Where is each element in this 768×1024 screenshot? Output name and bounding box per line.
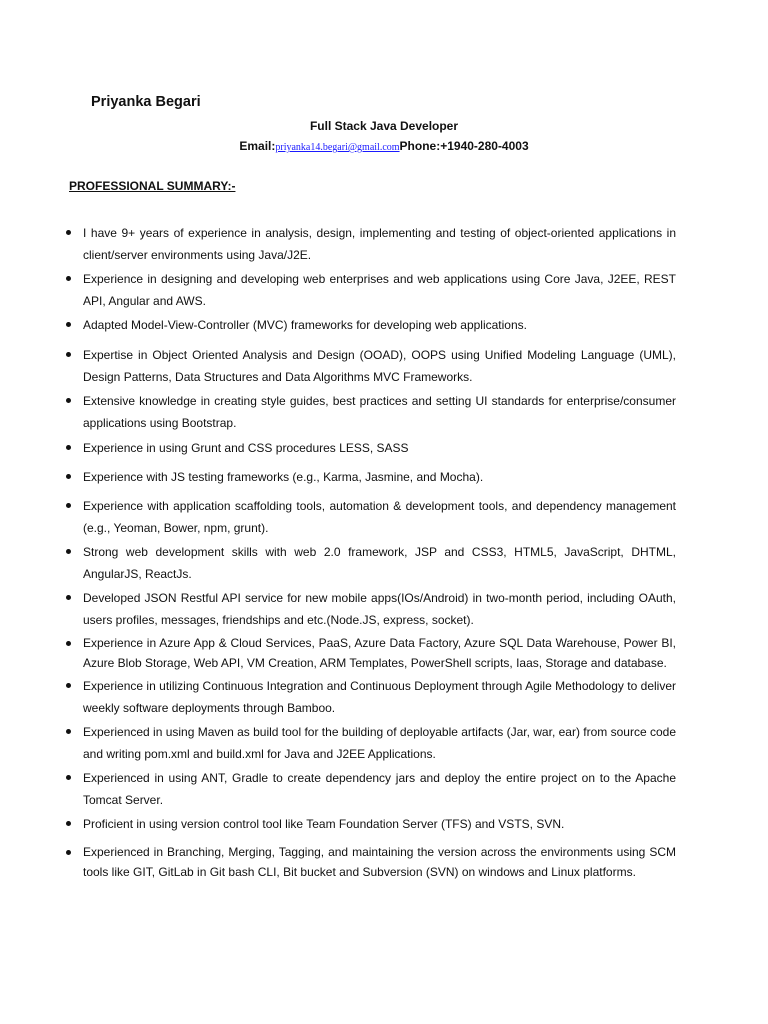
bullet-icon — [66, 641, 71, 646]
summary-item: Experienced in using ANT, Gradle to create dependency jars and deploy the entire project on to the Apache Tomcat Server. — [66, 767, 676, 811]
phone-number: +1940-280-4003 — [440, 139, 529, 153]
summary-item: Experience with JS testing frameworks (e.g., Karma, Jasmine, and Mocha). — [66, 466, 676, 488]
bullet-icon — [66, 474, 71, 479]
bullet-icon — [66, 445, 71, 450]
summary-item: Adapted Model-View-Controller (MVC) frameworks for developing web applications. — [66, 314, 676, 336]
email-link[interactable]: priyanka14.begari@gmail.com — [275, 142, 400, 153]
bullet-icon — [66, 549, 71, 554]
bullet-icon — [66, 352, 71, 357]
bullet-icon — [66, 398, 71, 403]
bullet-icon — [66, 230, 71, 235]
bullet-icon — [66, 595, 71, 600]
summary-list — [66, 222, 676, 882]
summary-item: Experience in using Grunt and CSS procedures LESS, SASS — [66, 437, 676, 459]
job-title: Full Stack Java Developer — [309, 119, 459, 133]
professional-summary-heading: PROFESSIONAL SUMMARY:- — [69, 179, 236, 193]
summary-item: Experience with application scaffolding tools, automation & development tools, and dependency management (e.g., Yeoman, Bower, npm, grunt). — [66, 495, 676, 539]
contact-line — [0, 139, 768, 153]
bullet-icon — [66, 322, 71, 327]
bullet-icon — [66, 729, 71, 734]
summary-item: Extensive knowledge in creating style guides, best practices and setting UI standards for enterprise/consumer applications using Bootstrap. — [66, 390, 676, 434]
bullet-icon — [66, 276, 71, 281]
email-label: Email: — [239, 139, 276, 153]
summary-item: Experience in Azure App & Cloud Services, PaaS, Azure Data Factory, Azure SQL Data Warehouse, Power BI, Azure Blob Storage, Web API, VM Creation, ARM Templates, PowerShell scripts, Iaas, Storage and database. — [66, 633, 676, 673]
summary-item: Experience in designing and developing web enterprises and web applications using Core Java, J2EE, REST API, Angular and AWS. — [66, 268, 676, 312]
bullet-icon — [66, 850, 71, 855]
summary-item: I have 9+ years of experience in analysis, design, implementing and testing of object-oriented applications in client/server environments using Java/J2E. — [66, 222, 676, 266]
phone-label: Phone: — [399, 139, 441, 153]
summary-item: Experience in utilizing Continuous Integration and Continuous Deployment through Agile Methodology to deliver weekly software deployments through Bamboo. — [66, 675, 676, 719]
bullet-icon — [66, 775, 71, 780]
bullet-icon — [66, 683, 71, 688]
summary-item: Expertise in Object Oriented Analysis and Design (OOAD), OOPS using Unified Modeling Language (UML), Design Patterns, Data Structures and Data Algorithms MVC Frameworks. — [66, 344, 676, 388]
bullet-icon — [66, 821, 71, 826]
summary-item: Experienced in Branching, Merging, Tagging, and maintaining the version across the environments using SCM tools like GIT, GitLab in Git bash CLI, Bit bucket and Subversion (SVN) on windows and Linux platforms. — [66, 842, 676, 882]
summary-item: Proficient in using version control tool like Team Foundation Server (TFS) and VSTS, SVN. — [66, 813, 676, 835]
bullet-icon — [66, 503, 71, 508]
summary-item: Experienced in using Maven as build tool for the building of deployable artifacts (Jar, war, ear) from source code and writing pom.xml and build.xml for Java and J2EE Applications. — [66, 721, 676, 765]
summary-item: Strong web development skills with web 2.0 framework, JSP and CSS3, HTML5, JavaScript, DHTML, AngularJS, ReactJs. — [66, 541, 676, 585]
summary-item: Developed JSON Restful API service for new mobile apps(IOs/Android) in two-month period, including OAuth, users profiles, messages, friendships and etc.(Node.JS, express, socket). — [66, 587, 676, 631]
candidate-name: Priyanka Begari — [91, 94, 201, 110]
